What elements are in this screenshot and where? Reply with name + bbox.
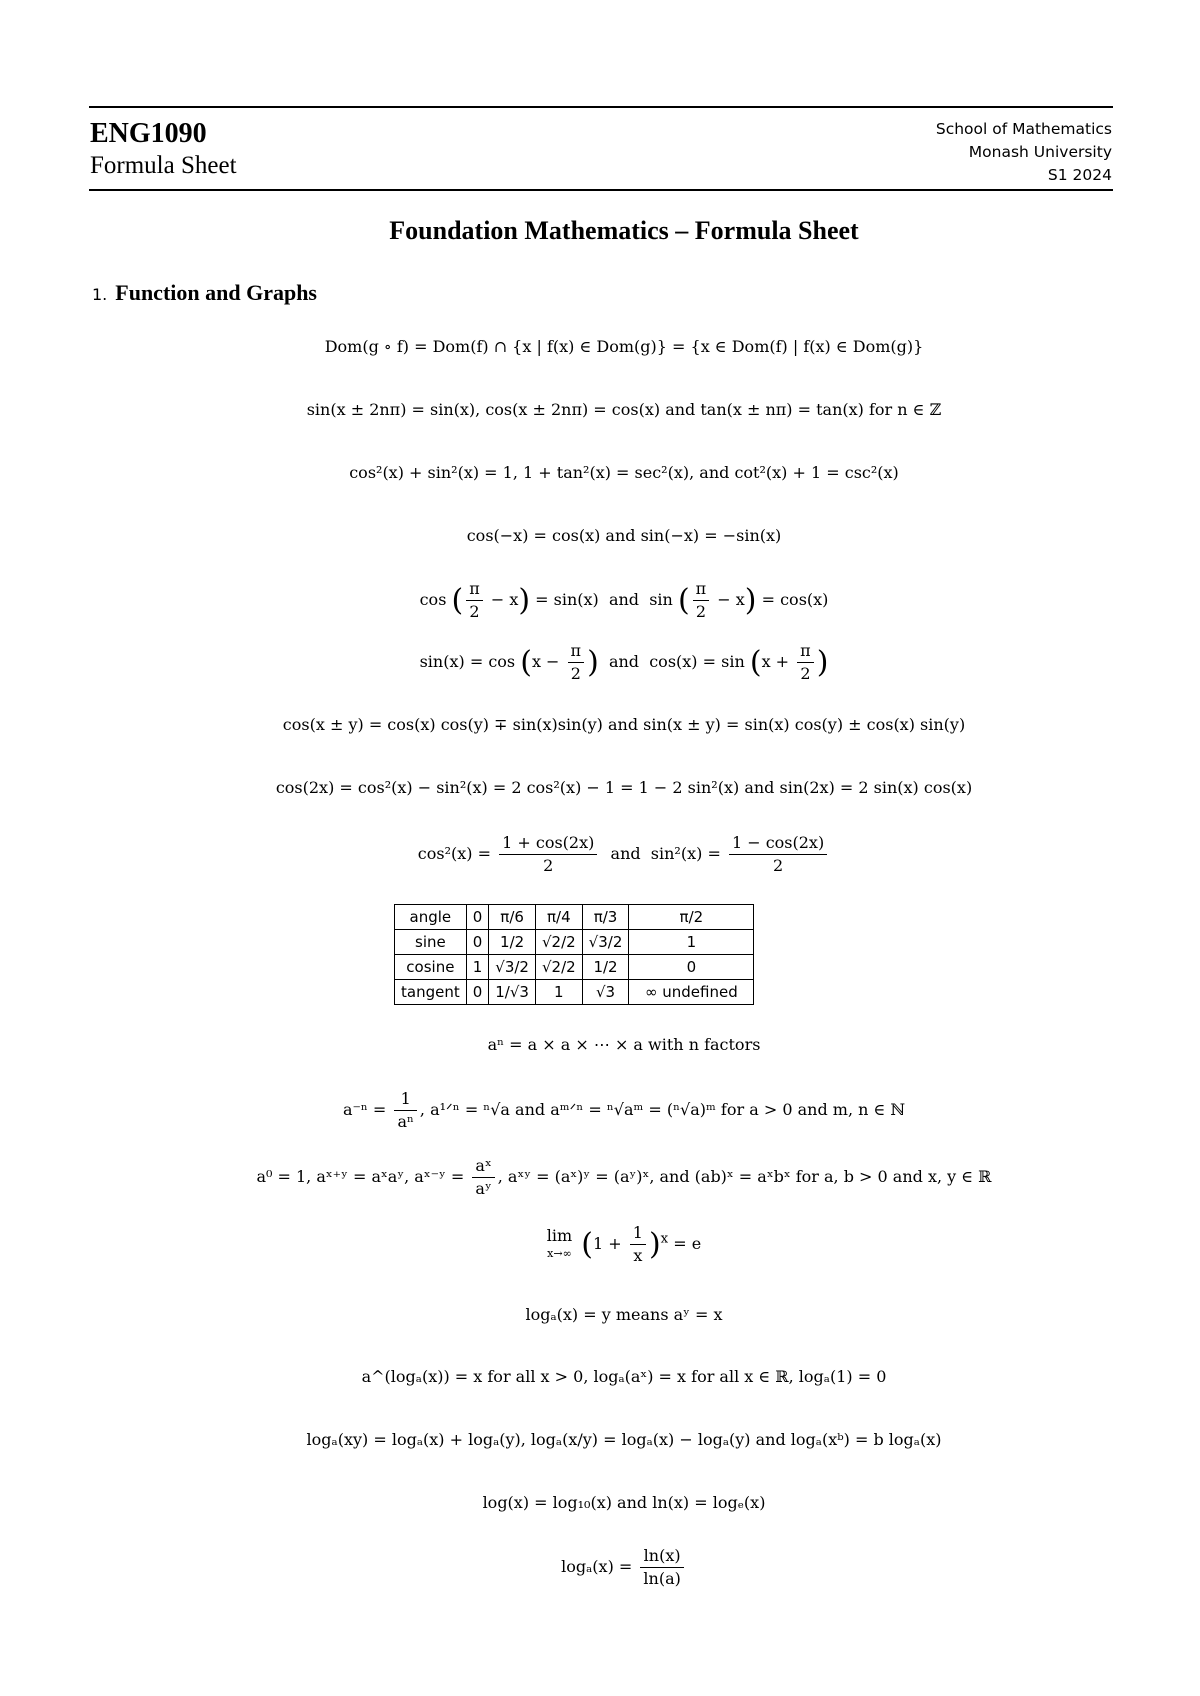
formula-pythagorean: cos²(x) + sin²(x) = 1, 1 + tan²(x) = sec²(x), and cot²(x) + 1 = csc²(x) bbox=[349, 463, 899, 482]
table-row bbox=[395, 930, 754, 955]
school-name: School of Mathematics bbox=[935, 120, 1112, 138]
formula-limit-e: lim x→∞ (1 + $\frac{1}{x}$ )$^x$ = e bbox=[546, 1223, 702, 1265]
formula-sum-difference: cos(x ± y) = cos(x) cos(y) ∓ sin(x)sin(y) and sin(x ± y) = sin(x) cos(y) ± cos(x) sin(y) bbox=[282, 715, 966, 734]
course-code: ENG1090 bbox=[90, 118, 207, 149]
header-top-rule bbox=[89, 106, 1113, 108]
table-cell: cosine bbox=[395, 955, 467, 980]
formula-negative-fractional-exponents: a⁻ⁿ = $\frac{1}{\text{aⁿ}}$ , a¹ᐟⁿ = ⁿ√a and aᵐᐟⁿ = ⁿ√aᵐ = (ⁿ√a)ᵐ for a > 0 and m, n ∈ ℕ bbox=[342, 1089, 906, 1131]
table-header-row bbox=[395, 905, 754, 930]
section-name: Function and Graphs bbox=[115, 280, 317, 305]
table-cell: 1/2 bbox=[582, 955, 629, 980]
table-cell: √3 bbox=[582, 980, 629, 1005]
formula-phase-shift: sin(x) = cos (x − $\frac{\pi}{2}$ ) and cos(x) = sin (x + $\frac{\pi}{2}$ ) bbox=[419, 641, 829, 683]
table-row bbox=[395, 955, 754, 980]
fraction-ln-x-over-ln-a: $\frac{\ln(x)}{\ln(a)}$ bbox=[640, 1545, 683, 1590]
document-title: Foundation Mathematics – Formula Sheet bbox=[389, 216, 859, 245]
fraction-one-plus-cos2x: $\frac{1 + \cos(2x)}{2}$ bbox=[499, 832, 597, 877]
table-cell: 0 bbox=[629, 955, 754, 980]
table-cell: 1/2 bbox=[489, 930, 536, 955]
table-cell: tangent bbox=[395, 980, 467, 1005]
formula-domain-composition: Dom(g ∘ f) = Dom(f) ∩ {x | f(x) ∈ Dom(g)} = {x ∈ Dom(f) | f(x) ∈ Dom(g)} bbox=[324, 337, 924, 356]
course-subtitle: Formula Sheet bbox=[90, 152, 237, 179]
formula-change-of-base: logₐ(x) = $\frac{\ln(x)}{\ln(a)}$ bbox=[0, 1545, 1200, 1590]
table-cell: 1 bbox=[629, 930, 754, 955]
university-name: Monash University bbox=[968, 143, 1112, 161]
table-cell: 0 bbox=[466, 905, 489, 930]
table-cell: π/3 bbox=[582, 905, 629, 930]
fraction-pi-over-2: $\frac{\pi}{2}$ bbox=[797, 640, 814, 685]
fraction-one-over-a-n: $\frac{1}{\text{aⁿ}}$ bbox=[394, 1088, 416, 1133]
fraction-pi-over-2: $\frac{\pi}{2}$ bbox=[466, 578, 483, 623]
formula-common-natural-log: log(x) = log₁₀(x) and ln(x) = logₑ(x) bbox=[482, 1493, 766, 1512]
formula-log-laws: logₐ(xy) = logₐ(x) + logₐ(y), logₐ(x/y) = logₐ(x) − logₐ(y) and logₐ(xᵇ) = b logₐ(x) bbox=[306, 1430, 942, 1449]
formula-double-angle: cos(2x) = cos²(x) − sin²(x) = 2 cos²(x) − 1 = 1 − 2 sin²(x) and sin(2x) = 2 sin(x) cos(x) bbox=[275, 778, 973, 797]
fraction-one-over-x: $\frac{1}{x}$ bbox=[630, 1222, 646, 1267]
table-cell: angle bbox=[395, 905, 467, 930]
table-cell: π/4 bbox=[535, 905, 582, 930]
limit-operator: lim x→∞ bbox=[546, 1225, 573, 1260]
formula-exponent-laws: a⁰ = 1, aˣ⁺ʸ = aˣaʸ, aˣ⁻ʸ = $\frac{\text{aˣ}}{\text{aʸ}}$ , aˣʸ = (aˣ)ʸ = (aʸ)ˣ, and (ab)ˣ = aˣbˣ for a, b > 0 and x, y ∈ ℝ bbox=[256, 1156, 992, 1198]
fraction-one-minus-cos2x: $\frac{1 - \cos(2x)}{2}$ bbox=[729, 832, 827, 877]
formula-parity: cos(−x) = cos(x) and sin(−x) = −sin(x) bbox=[466, 526, 782, 545]
table-cell: √3/2 bbox=[489, 955, 536, 980]
table-cell: π/6 bbox=[489, 905, 536, 930]
header-bottom-rule bbox=[89, 189, 1113, 191]
institution-block bbox=[936, 118, 1112, 187]
formula-power-reduction: cos²(x) = $\frac{1 + \cos(2x)}{2}$ and sin²(x) = $\frac{1 - \cos(2x)}{2}$ bbox=[0, 832, 1200, 877]
formula-periodicity: sin(x ± 2nπ) = sin(x), cos(x ± 2nπ) = cos(x) and tan(x ± nπ) = tan(x) for n ∈ ℤ bbox=[306, 400, 942, 419]
fraction-ax-over-ay: $\frac{\text{aˣ}}{\text{aʸ}}$ bbox=[472, 1155, 494, 1200]
semester: S1 2024 bbox=[1047, 166, 1112, 184]
table-cell: √3/2 bbox=[582, 930, 629, 955]
section-number: 1. bbox=[92, 285, 108, 304]
table-cell: 1 bbox=[535, 980, 582, 1005]
table-cell: ∞ undefined bbox=[629, 980, 754, 1005]
formula-log-inverse: a^(logₐ(x)) = x for all x > 0, logₐ(aˣ) = x for all x ∈ ℝ, logₐ(1) = 0 bbox=[361, 1367, 887, 1386]
fraction-pi-over-2: $\frac{\pi}{2}$ bbox=[568, 640, 585, 685]
formula-power-definition: aⁿ = a × a × ⋯ × a with n factors bbox=[487, 1035, 761, 1054]
table-cell: π/2 bbox=[629, 905, 754, 930]
table-cell: 1/√3 bbox=[489, 980, 536, 1005]
table-cell: sine bbox=[395, 930, 467, 955]
table-cell: √2/2 bbox=[535, 930, 582, 955]
fraction-pi-over-2: $\frac{\pi}{2}$ bbox=[693, 578, 710, 623]
formula-log-definition: logₐ(x) = y means aʸ = x bbox=[525, 1305, 723, 1324]
table-cell: √2/2 bbox=[535, 955, 582, 980]
table-row bbox=[395, 980, 754, 1005]
table-cell: 1 bbox=[466, 955, 489, 980]
formula-complementary-angles: cos ( $\frac{\pi}{2}$ − x) = sin(x) and sin ( $\frac{\pi}{2}$ − x) = cos(x) bbox=[419, 579, 829, 621]
section-heading bbox=[92, 280, 317, 306]
table-cell: 0 bbox=[466, 930, 489, 955]
trig-values-table bbox=[394, 904, 754, 1005]
table-cell: 0 bbox=[466, 980, 489, 1005]
